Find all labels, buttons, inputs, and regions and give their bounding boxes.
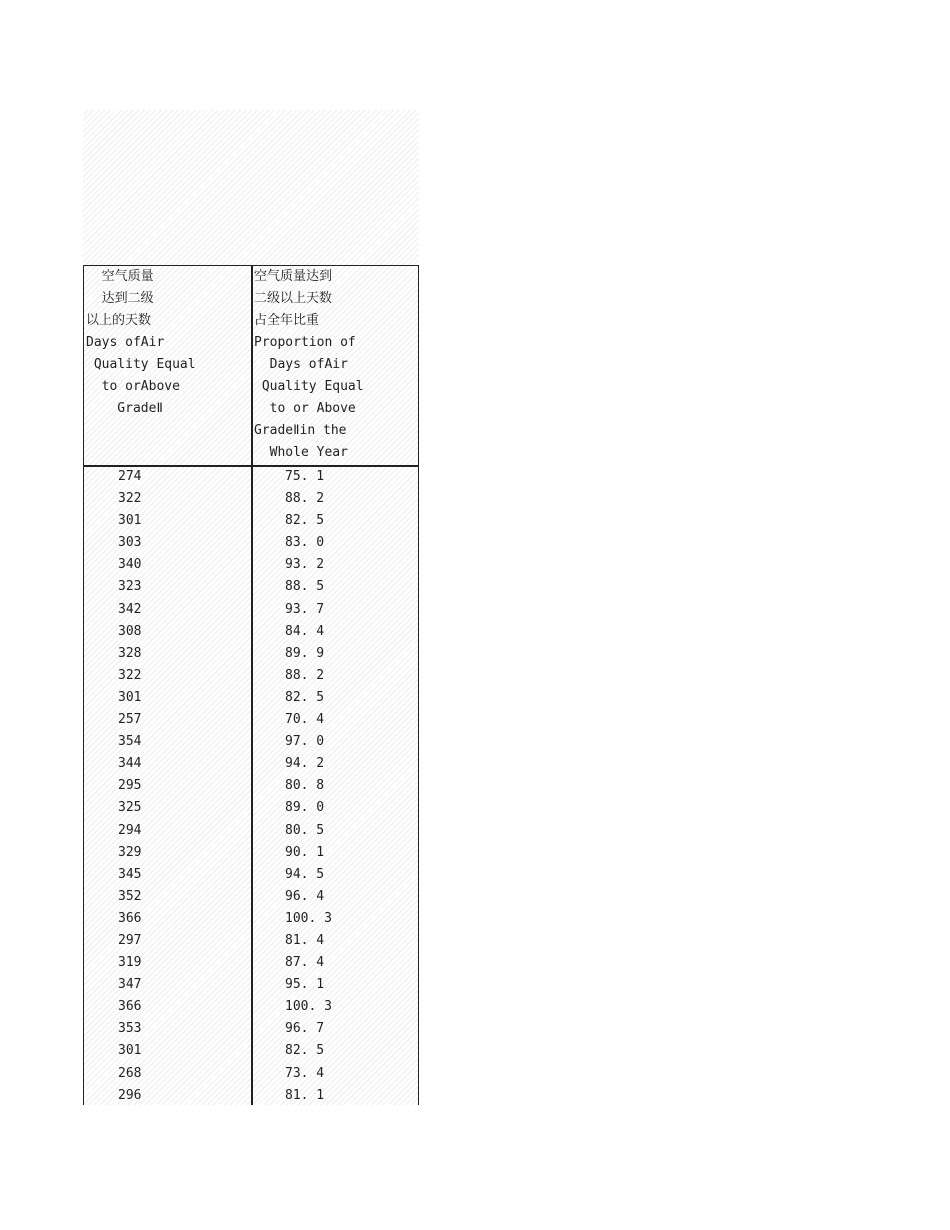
table-row (84, 753, 418, 775)
proportion-cell: 100. 3 (285, 999, 332, 1015)
table-row (84, 731, 418, 753)
proportion-cell: 73. 4 (285, 1065, 325, 1081)
proportion-cell: 94. 2 (285, 756, 325, 772)
proportion-cell: 81. 1 (285, 1087, 325, 1103)
table-row (84, 532, 418, 554)
table-row (84, 908, 418, 930)
table-row (84, 797, 418, 819)
header-line: 达到二级 (86, 291, 154, 306)
header-line: Days ofAir (254, 357, 348, 372)
table-row (84, 643, 418, 665)
table-row (84, 842, 418, 864)
header-line: 空气质量 (86, 269, 154, 284)
days-cell: 301 (118, 689, 142, 705)
proportion-cell: 88. 5 (285, 579, 325, 595)
header-line: 空气质量达到 (254, 269, 333, 284)
table-row (84, 1063, 418, 1085)
proportion-cell: 93. 2 (285, 557, 325, 573)
days-cell: 301 (118, 1043, 142, 1059)
table-row (84, 687, 418, 709)
days-cell: 319 (118, 955, 142, 971)
days-cell: 353 (118, 1021, 142, 1037)
proportion-cell: 84. 4 (285, 623, 325, 639)
proportion-cell: 82. 5 (285, 1043, 325, 1059)
proportion-cell: 94. 5 (285, 866, 325, 882)
proportion-cell: 80. 5 (285, 822, 325, 838)
header-line: 以上的天数 (86, 313, 152, 328)
days-cell: 352 (118, 888, 142, 904)
header-line: Whole Year (254, 445, 348, 460)
table-row (84, 510, 418, 532)
table-row (84, 864, 418, 886)
days-cell: 322 (118, 491, 142, 507)
proportion-cell: 96. 4 (285, 888, 325, 904)
days-cell: 342 (118, 601, 142, 617)
table-row (84, 709, 418, 731)
proportion-cell: 81. 4 (285, 932, 325, 948)
table-row (84, 466, 418, 488)
header-line: 占全年比重 (254, 313, 320, 328)
proportion-cell: 89. 9 (285, 645, 325, 661)
table-row (84, 599, 418, 621)
days-cell: 366 (118, 999, 142, 1015)
proportion-cell: 87. 4 (285, 955, 325, 971)
header-line: to or Above (254, 401, 356, 416)
header-line: Days ofAir (86, 335, 165, 350)
proportion-cell: 80. 8 (285, 778, 325, 794)
header-days-of-air-quality (86, 266, 250, 465)
days-cell: 274 (118, 469, 142, 484)
header-line: Quality Equal (254, 379, 364, 394)
proportion-cell: 70. 4 (285, 712, 325, 728)
table-row (84, 996, 418, 1018)
proportion-cell: 97. 0 (285, 734, 325, 750)
table-row (84, 775, 418, 797)
days-cell: 294 (118, 822, 142, 838)
days-cell: 323 (118, 579, 142, 595)
proportion-cell: 82. 5 (285, 513, 325, 529)
table-row (84, 576, 418, 598)
days-cell: 366 (118, 910, 142, 926)
table-row (84, 665, 418, 687)
proportion-cell: 82. 5 (285, 689, 325, 705)
days-cell: 268 (118, 1065, 142, 1081)
table-row (84, 886, 418, 908)
proportion-cell: 75. 1 (285, 469, 325, 484)
proportion-cell: 93. 7 (285, 601, 325, 617)
header-proportion (254, 266, 418, 465)
days-cell: 257 (118, 712, 142, 728)
proportion-cell: 88. 2 (285, 491, 325, 507)
table-row (84, 621, 418, 643)
proportion-cell: 100. 3 (285, 910, 332, 926)
proportion-cell: 89. 0 (285, 800, 325, 816)
table-row (84, 1040, 418, 1062)
proportion-cell: 83. 0 (285, 535, 325, 551)
days-cell: 340 (118, 557, 142, 573)
proportion-cell: 88. 2 (285, 667, 325, 683)
header-line: 二级以上天数 (254, 291, 333, 306)
days-cell: 308 (118, 623, 142, 639)
days-cell: 328 (118, 645, 142, 661)
header-line: to orAbove (86, 379, 180, 394)
table-row (84, 1018, 418, 1040)
days-cell: 303 (118, 535, 142, 551)
proportion-cell: 96. 7 (285, 1021, 325, 1037)
proportion-cell: 95. 1 (285, 977, 325, 993)
table-body (84, 466, 418, 1107)
days-cell: 322 (118, 667, 142, 683)
days-cell: 345 (118, 866, 142, 882)
header-line: GradeⅡin the (254, 423, 347, 438)
air-quality-table (83, 265, 419, 1105)
table-row (84, 1085, 418, 1107)
header-line: GradeⅡ (86, 401, 163, 416)
days-cell: 296 (118, 1087, 142, 1103)
header-line: Proportion of (254, 335, 356, 350)
table-row (84, 974, 418, 996)
days-cell: 344 (118, 756, 142, 772)
table-row (84, 820, 418, 842)
header-line: Quality Equal (86, 357, 196, 372)
proportion-cell: 90. 1 (285, 844, 325, 860)
table-row (84, 930, 418, 952)
days-cell: 347 (118, 977, 142, 993)
days-cell: 301 (118, 513, 142, 529)
days-cell: 329 (118, 844, 142, 860)
table-row (84, 554, 418, 576)
days-cell: 325 (118, 800, 142, 816)
table-row (84, 952, 418, 974)
days-cell: 354 (118, 734, 142, 750)
table-row (84, 488, 418, 510)
days-cell: 297 (118, 932, 142, 948)
days-cell: 295 (118, 778, 142, 794)
